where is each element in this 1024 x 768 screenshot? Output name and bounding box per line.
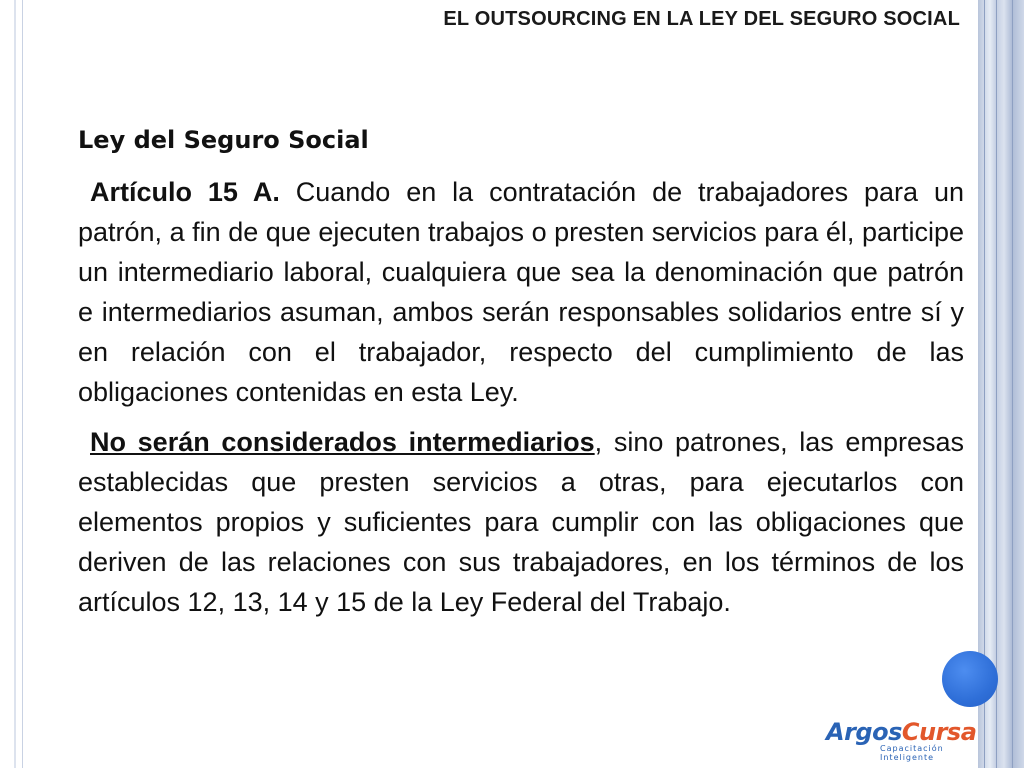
section-heading: Ley del Seguro Social (78, 126, 369, 154)
logo-name-part1: Argos (826, 718, 902, 746)
article-text: Cuando en la contratación de trabajadores para un patrón, a fin de que ejecuten trabajos o presten servicios para él, participe un intermediario laboral, cualquiera que sea la denominación que patrón e intermediarios asuman, ambos serán responsables solidarios entre sí y en relación con el trabajador, respecto del cumplimiento de las obligaciones contenidas en esta Ley. (78, 177, 964, 407)
paragraph-article-15a (78, 172, 964, 412)
logo-wordmark (826, 718, 976, 746)
paragraph-intermediaries (78, 422, 964, 622)
right-border-decoration (978, 0, 1024, 768)
left-border-decoration (0, 0, 23, 768)
slide-body (78, 126, 964, 632)
slide-title: EL OUTSOURCING EN LA LEY DEL SEGURO SOCIAL (443, 8, 960, 30)
decorative-circle (942, 651, 998, 707)
logo-tagline (880, 744, 944, 762)
logo-tagline-line2: Inteligente (880, 753, 935, 762)
argoscursa-logo (826, 718, 998, 764)
logo-name-part2: Cursa (901, 718, 977, 746)
logo-tagline-line1: Capacitación (880, 744, 944, 753)
intermediaries-emphasis: No serán considerados intermediarios (90, 427, 595, 457)
article-label: Artículo 15 A. (90, 177, 280, 207)
intermediaries-text: , sino patrones, las empresas establecidas que presten servicios a otras, para ejecutarlos con elementos propios y suficientes para cumplir con las obligaciones que deriven de las relaciones con sus trabajadores, en los términos de los artículos 12, 13, 14 y 15 de la Ley Federal del Trabajo. (78, 427, 964, 617)
